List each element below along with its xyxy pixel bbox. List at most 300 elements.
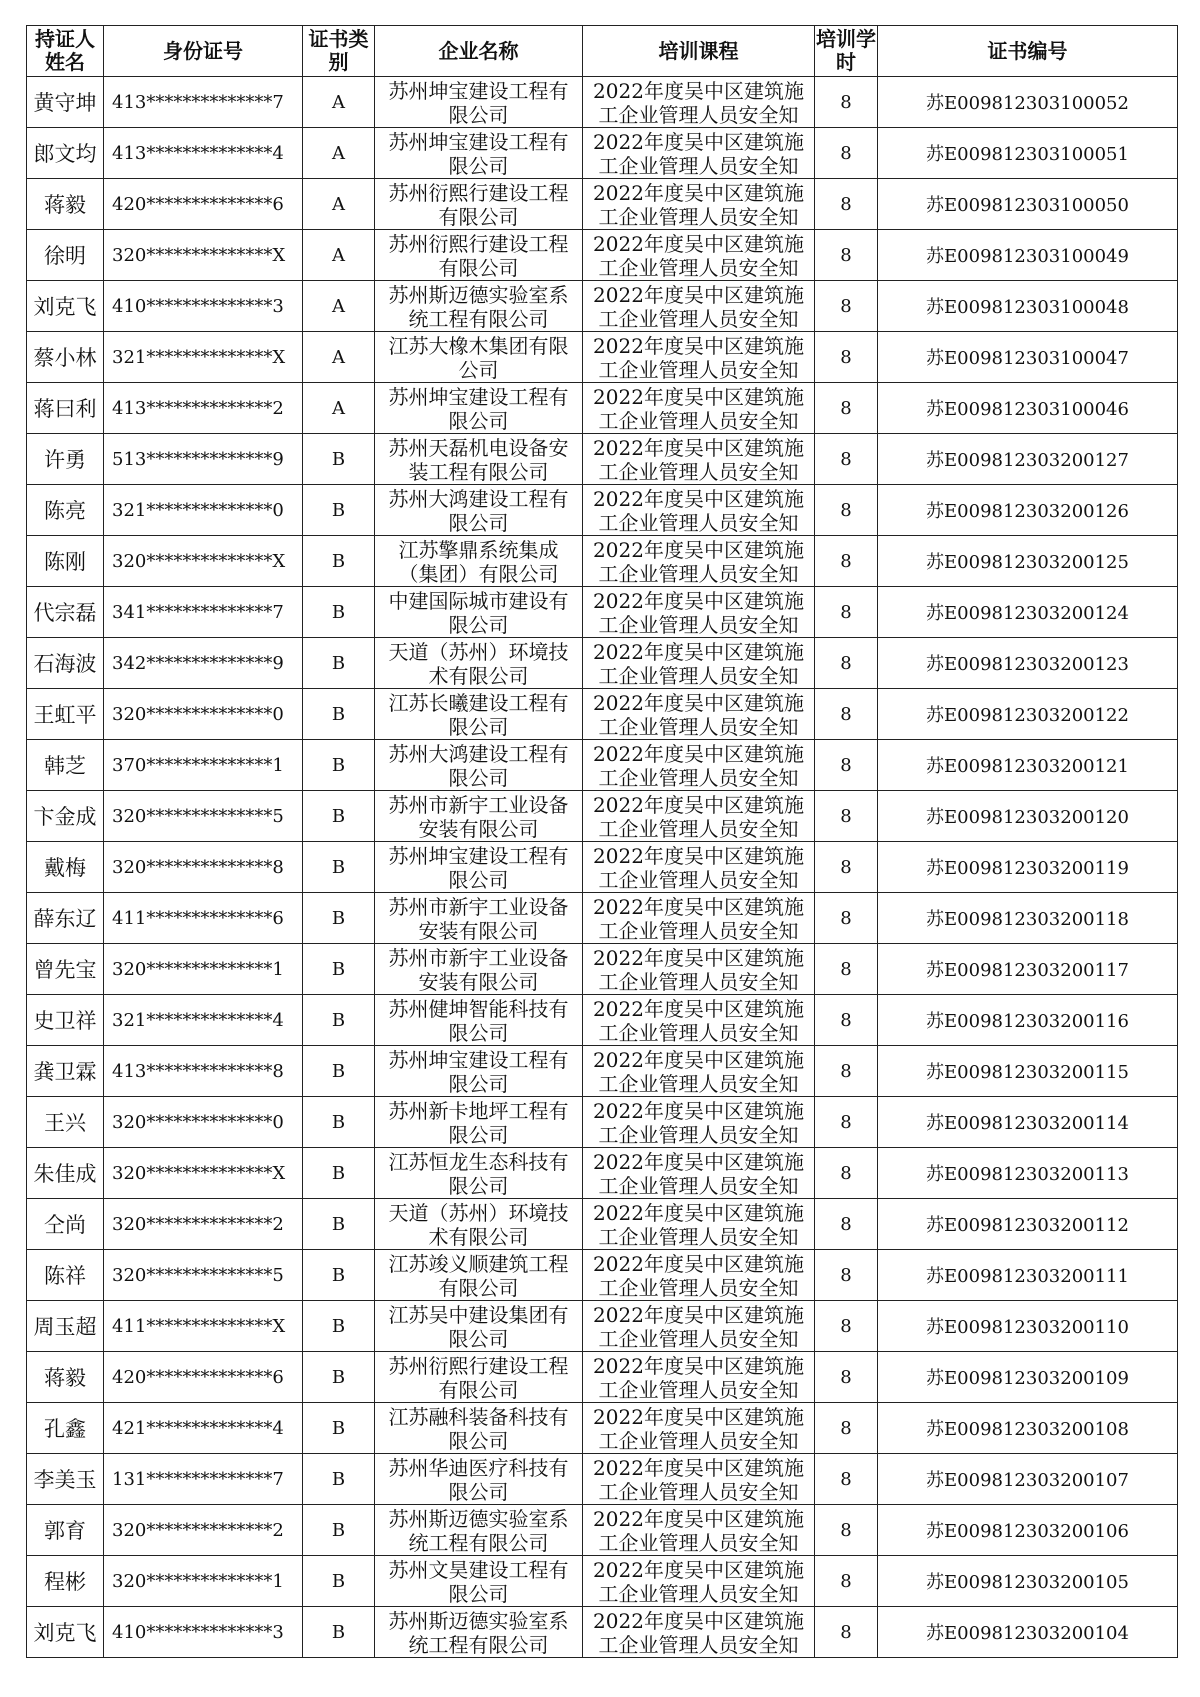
cell-cert-type: B <box>303 791 375 842</box>
cell-course <box>583 1403 815 1454</box>
cell-company <box>375 587 583 638</box>
cell-company-text: 江苏恒龙生态科技有限公司 <box>388 1150 569 1198</box>
cell-cert-number: 苏E009812303200122 <box>878 689 1178 740</box>
cell-name: 郭育 <box>27 1505 104 1556</box>
cell-course-text: 2022年度吴中区建筑施工企业管理人员安全知 <box>593 895 804 943</box>
table-row <box>27 1403 1178 1454</box>
cell-hours: 8 <box>815 944 878 995</box>
cell-cert-type: B <box>303 1403 375 1454</box>
table-row <box>27 1454 1178 1505</box>
cell-id-number: 320**************X <box>104 230 303 281</box>
cell-company-text: 苏州斯迈德实验室系统工程有限公司 <box>388 283 569 331</box>
cell-cert-type: B <box>303 893 375 944</box>
cell-hours: 8 <box>815 791 878 842</box>
cell-company <box>375 1148 583 1199</box>
cell-course <box>583 1607 815 1658</box>
cell-course-text: 2022年度吴中区建筑施工企业管理人员安全知 <box>593 1303 804 1351</box>
cell-course-text: 2022年度吴中区建筑施工企业管理人员安全知 <box>593 334 804 382</box>
cell-cert-number: 苏E009812303200110 <box>878 1301 1178 1352</box>
cell-hours: 8 <box>815 842 878 893</box>
cell-cert-type: B <box>303 1199 375 1250</box>
cell-course <box>583 1046 815 1097</box>
table-row <box>27 434 1178 485</box>
cell-course <box>583 944 815 995</box>
cell-company-text: 苏州衍熙行建设工程有限公司 <box>388 181 569 229</box>
cell-id-number: 513**************9 <box>104 434 303 485</box>
table-row <box>27 1505 1178 1556</box>
cell-id-number: 320**************1 <box>104 944 303 995</box>
cell-name: 龚卫霖 <box>27 1046 104 1097</box>
cell-company <box>375 536 583 587</box>
cell-course <box>583 1454 815 1505</box>
cell-name: 徐明 <box>27 230 104 281</box>
cell-name: 戴梅 <box>27 842 104 893</box>
cell-course <box>583 281 815 332</box>
cell-course-text: 2022年度吴中区建筑施工企业管理人员安全知 <box>593 79 804 127</box>
header-hours: 培训学时 <box>815 26 878 77</box>
cell-course-text: 2022年度吴中区建筑施工企业管理人员安全知 <box>593 538 804 586</box>
table-row <box>27 1301 1178 1352</box>
cell-course <box>583 1556 815 1607</box>
cell-name: 韩芝 <box>27 740 104 791</box>
cell-hours: 8 <box>815 587 878 638</box>
cell-course <box>583 434 815 485</box>
cell-course <box>583 893 815 944</box>
cell-course <box>583 791 815 842</box>
cell-company <box>375 179 583 230</box>
cell-company-text: 苏州坤宝建设工程有限公司 <box>388 844 569 892</box>
cell-cert-number: 苏E009812303200114 <box>878 1097 1178 1148</box>
cell-course-text: 2022年度吴中区建筑施工企业管理人员安全知 <box>593 1099 804 1147</box>
cell-course <box>583 1352 815 1403</box>
cell-course <box>583 179 815 230</box>
cell-company-text: 江苏大橡木集团有限公司 <box>388 334 569 382</box>
cell-cert-type: B <box>303 1352 375 1403</box>
cell-company-text: 苏州衍熙行建设工程有限公司 <box>388 1354 569 1402</box>
cell-id-number: 320**************1 <box>104 1556 303 1607</box>
cell-cert-number: 苏E009812303200111 <box>878 1250 1178 1301</box>
cell-name: 陈亮 <box>27 485 104 536</box>
cell-hours: 8 <box>815 995 878 1046</box>
header-course: 培训课程 <box>583 26 815 77</box>
cell-company-text: 苏州市新宇工业设备安装有限公司 <box>388 946 569 994</box>
cell-course-text: 2022年度吴中区建筑施工企业管理人员安全知 <box>593 1252 804 1300</box>
cell-hours: 8 <box>815 1607 878 1658</box>
cell-hours: 8 <box>815 332 878 383</box>
cell-hours: 8 <box>815 281 878 332</box>
cell-cert-number: 苏E009812303200115 <box>878 1046 1178 1097</box>
cell-cert-number: 苏E009812303200118 <box>878 893 1178 944</box>
cell-course <box>583 842 815 893</box>
cell-company-text: 苏州健坤智能科技有限公司 <box>388 997 569 1045</box>
cell-company-text: 苏州坤宝建设工程有限公司 <box>388 79 569 127</box>
cell-company <box>375 332 583 383</box>
cell-id-number: 410**************3 <box>104 281 303 332</box>
cell-company-text: 苏州大鸿建设工程有限公司 <box>388 742 569 790</box>
cell-company-text: 江苏吴中建设集团有限公司 <box>388 1303 569 1351</box>
cell-id-number: 420**************6 <box>104 1352 303 1403</box>
cell-company <box>375 485 583 536</box>
cell-company <box>375 1403 583 1454</box>
cell-name: 王兴 <box>27 1097 104 1148</box>
cell-name: 卞金成 <box>27 791 104 842</box>
cell-id-number: 320**************X <box>104 536 303 587</box>
cell-cert-type: A <box>303 230 375 281</box>
cell-cert-number: 苏E009812303100050 <box>878 179 1178 230</box>
cell-hours: 8 <box>815 1505 878 1556</box>
cell-cert-type: B <box>303 536 375 587</box>
cell-course-text: 2022年度吴中区建筑施工企业管理人员安全知 <box>593 1609 804 1657</box>
cell-company <box>375 740 583 791</box>
cell-hours: 8 <box>815 1097 878 1148</box>
cell-company <box>375 638 583 689</box>
header-cert-number: 证书编号 <box>878 26 1178 77</box>
table-header <box>27 26 1178 77</box>
table-row <box>27 230 1178 281</box>
table-row <box>27 944 1178 995</box>
cell-cert-number: 苏E009812303200123 <box>878 638 1178 689</box>
header-cert-type: 证书类别 <box>303 26 375 77</box>
cell-course-text: 2022年度吴中区建筑施工企业管理人员安全知 <box>593 691 804 739</box>
cell-course <box>583 485 815 536</box>
cell-company-text: 天道（苏州）环境技术有限公司 <box>388 1201 569 1249</box>
cell-company-text: 苏州文昊建设工程有限公司 <box>388 1558 569 1606</box>
cell-company-text: 天道（苏州）环境技术有限公司 <box>388 640 569 688</box>
cell-id-number: 320**************5 <box>104 791 303 842</box>
cell-name: 陈刚 <box>27 536 104 587</box>
cell-cert-type: B <box>303 1505 375 1556</box>
cell-hours: 8 <box>815 77 878 128</box>
table-row <box>27 383 1178 434</box>
cell-name: 代宗磊 <box>27 587 104 638</box>
cell-company-text: 苏州坤宝建设工程有限公司 <box>388 385 569 433</box>
cell-company <box>375 1607 583 1658</box>
cell-company <box>375 893 583 944</box>
cell-company-text: 江苏长曦建设工程有限公司 <box>388 691 569 739</box>
cell-course <box>583 1199 815 1250</box>
cell-name: 仝尚 <box>27 1199 104 1250</box>
header-row <box>27 26 1178 77</box>
cell-name: 黄守坤 <box>27 77 104 128</box>
cell-cert-number: 苏E009812303200119 <box>878 842 1178 893</box>
cell-course-text: 2022年度吴中区建筑施工企业管理人员安全知 <box>593 1405 804 1453</box>
cell-cert-number: 苏E009812303200116 <box>878 995 1178 1046</box>
cell-cert-type: B <box>303 1097 375 1148</box>
cell-id-number: 320**************2 <box>104 1505 303 1556</box>
cell-course-text: 2022年度吴中区建筑施工企业管理人员安全知 <box>593 997 804 1045</box>
table-row <box>27 740 1178 791</box>
cell-name: 郎文均 <box>27 128 104 179</box>
cell-cert-type: B <box>303 434 375 485</box>
cell-course <box>583 587 815 638</box>
cell-course <box>583 740 815 791</box>
cell-course <box>583 332 815 383</box>
header-company: 企业名称 <box>375 26 583 77</box>
cell-cert-number: 苏E009812303200117 <box>878 944 1178 995</box>
cell-hours: 8 <box>815 1403 878 1454</box>
cell-course <box>583 230 815 281</box>
cell-hours: 8 <box>815 1199 878 1250</box>
cell-company <box>375 1250 583 1301</box>
cell-id-number: 413**************4 <box>104 128 303 179</box>
cell-hours: 8 <box>815 230 878 281</box>
cell-cert-type: B <box>303 1556 375 1607</box>
cell-course-text: 2022年度吴中区建筑施工企业管理人员安全知 <box>593 181 804 229</box>
cell-company <box>375 1352 583 1403</box>
cell-company-text: 苏州大鸿建设工程有限公司 <box>388 487 569 535</box>
cell-course-text: 2022年度吴中区建筑施工企业管理人员安全知 <box>593 589 804 637</box>
cell-name: 李美玉 <box>27 1454 104 1505</box>
cell-cert-number: 苏E009812303200127 <box>878 434 1178 485</box>
table-row <box>27 485 1178 536</box>
cell-cert-number: 苏E009812303200112 <box>878 1199 1178 1250</box>
cell-hours: 8 <box>815 1046 878 1097</box>
cell-course <box>583 1148 815 1199</box>
table-row <box>27 842 1178 893</box>
certificate-roster-table <box>26 25 1178 1658</box>
cell-company <box>375 1556 583 1607</box>
cell-id-number: 321**************X <box>104 332 303 383</box>
table-row <box>27 1097 1178 1148</box>
cell-cert-type: B <box>303 740 375 791</box>
cell-id-number: 413**************2 <box>104 383 303 434</box>
cell-company-text: 苏州市新宇工业设备安装有限公司 <box>388 895 569 943</box>
cell-id-number: 320**************0 <box>104 689 303 740</box>
cell-course <box>583 77 815 128</box>
cell-id-number: 421**************4 <box>104 1403 303 1454</box>
cell-id-number: 411**************X <box>104 1301 303 1352</box>
cell-hours: 8 <box>815 689 878 740</box>
cell-cert-number: 苏E009812303100051 <box>878 128 1178 179</box>
cell-name: 孔鑫 <box>27 1403 104 1454</box>
cell-cert-type: B <box>303 1301 375 1352</box>
cell-company <box>375 944 583 995</box>
cell-course <box>583 1250 815 1301</box>
cell-cert-type: B <box>303 1250 375 1301</box>
cell-cert-type: B <box>303 587 375 638</box>
header-id-number: 身份证号 <box>104 26 303 77</box>
table-row <box>27 128 1178 179</box>
cell-cert-number: 苏E009812303200121 <box>878 740 1178 791</box>
cell-course-text: 2022年度吴中区建筑施工企业管理人员安全知 <box>593 844 804 892</box>
cell-company-text: 江苏擎鼎系统集成（集团）有限公司 <box>398 538 559 586</box>
cell-id-number: 320**************0 <box>104 1097 303 1148</box>
table-row <box>27 281 1178 332</box>
cell-hours: 8 <box>815 638 878 689</box>
cell-course-text: 2022年度吴中区建筑施工企业管理人员安全知 <box>593 1507 804 1555</box>
cell-company <box>375 1097 583 1148</box>
cell-name: 陈祥 <box>27 1250 104 1301</box>
table-row <box>27 1046 1178 1097</box>
cell-id-number: 320**************2 <box>104 1199 303 1250</box>
cell-cert-type: B <box>303 485 375 536</box>
cell-name: 史卫祥 <box>27 995 104 1046</box>
cell-company <box>375 1505 583 1556</box>
cell-company <box>375 434 583 485</box>
cell-company <box>375 77 583 128</box>
cell-id-number: 420**************6 <box>104 179 303 230</box>
table-row <box>27 1199 1178 1250</box>
cell-hours: 8 <box>815 1352 878 1403</box>
cell-company-text: 苏州新卡地坪工程有限公司 <box>388 1099 569 1147</box>
cell-company-text: 江苏融科装备科技有限公司 <box>388 1405 569 1453</box>
cell-course <box>583 1505 815 1556</box>
cell-course-text: 2022年度吴中区建筑施工企业管理人员安全知 <box>593 1150 804 1198</box>
cell-course <box>583 536 815 587</box>
cell-course <box>583 638 815 689</box>
table-row <box>27 1607 1178 1658</box>
cell-id-number: 320**************X <box>104 1148 303 1199</box>
cell-course-text: 2022年度吴中区建筑施工企业管理人员安全知 <box>593 1456 804 1504</box>
cell-company <box>375 689 583 740</box>
cell-company <box>375 128 583 179</box>
cell-hours: 8 <box>815 383 878 434</box>
cell-company <box>375 1199 583 1250</box>
cell-id-number: 320**************8 <box>104 842 303 893</box>
cell-name: 刘克飞 <box>27 281 104 332</box>
cell-cert-number: 苏E009812303100048 <box>878 281 1178 332</box>
cell-company <box>375 1454 583 1505</box>
cell-cert-number: 苏E009812303100046 <box>878 383 1178 434</box>
cell-cert-number: 苏E009812303100052 <box>878 77 1178 128</box>
cell-id-number: 320**************5 <box>104 1250 303 1301</box>
cell-company-text: 苏州衍熙行建设工程有限公司 <box>388 232 569 280</box>
cell-name: 许勇 <box>27 434 104 485</box>
table-row <box>27 638 1178 689</box>
cell-cert-type: B <box>303 689 375 740</box>
cell-cert-type: A <box>303 383 375 434</box>
table-body <box>27 77 1178 1658</box>
cell-company-text: 苏州华迪医疗科技有限公司 <box>388 1456 569 1504</box>
cell-cert-number: 苏E009812303200108 <box>878 1403 1178 1454</box>
table-row <box>27 893 1178 944</box>
cell-cert-type: B <box>303 638 375 689</box>
cell-company <box>375 842 583 893</box>
table-row <box>27 1556 1178 1607</box>
cell-course-text: 2022年度吴中区建筑施工企业管理人员安全知 <box>593 487 804 535</box>
cell-cert-type: B <box>303 995 375 1046</box>
cell-course-text: 2022年度吴中区建筑施工企业管理人员安全知 <box>593 283 804 331</box>
table-row <box>27 332 1178 383</box>
cell-course-text: 2022年度吴中区建筑施工企业管理人员安全知 <box>593 1201 804 1249</box>
cell-id-number: 342**************9 <box>104 638 303 689</box>
table-row <box>27 587 1178 638</box>
table-row <box>27 791 1178 842</box>
cell-hours: 8 <box>815 740 878 791</box>
cell-hours: 8 <box>815 1454 878 1505</box>
cell-cert-number: 苏E009812303200109 <box>878 1352 1178 1403</box>
cell-company <box>375 1301 583 1352</box>
cell-company-text: 中建国际城市建设有限公司 <box>388 589 569 637</box>
cell-course-text: 2022年度吴中区建筑施工企业管理人员安全知 <box>593 385 804 433</box>
cell-name: 石海波 <box>27 638 104 689</box>
cell-course-text: 2022年度吴中区建筑施工企业管理人员安全知 <box>593 130 804 178</box>
cell-course-text: 2022年度吴中区建筑施工企业管理人员安全知 <box>593 946 804 994</box>
cell-company <box>375 791 583 842</box>
cell-company-text: 苏州坤宝建设工程有限公司 <box>388 130 569 178</box>
cell-name: 周玉超 <box>27 1301 104 1352</box>
cell-course-text: 2022年度吴中区建筑施工企业管理人员安全知 <box>593 232 804 280</box>
cell-cert-number: 苏E009812303200126 <box>878 485 1178 536</box>
cell-cert-type: A <box>303 77 375 128</box>
table-row <box>27 1352 1178 1403</box>
table-row <box>27 689 1178 740</box>
cell-course-text: 2022年度吴中区建筑施工企业管理人员安全知 <box>593 1558 804 1606</box>
cell-cert-number: 苏E009812303200106 <box>878 1505 1178 1556</box>
cell-cert-number: 苏E009812303100049 <box>878 230 1178 281</box>
cell-hours: 8 <box>815 434 878 485</box>
cell-name: 蒋毅 <box>27 1352 104 1403</box>
cell-company-text: 苏州坤宝建设工程有限公司 <box>388 1048 569 1096</box>
cell-course-text: 2022年度吴中区建筑施工企业管理人员安全知 <box>593 742 804 790</box>
cell-company-text: 江苏竣义顺建筑工程有限公司 <box>388 1252 569 1300</box>
cell-cert-type: A <box>303 128 375 179</box>
cell-id-number: 321**************4 <box>104 995 303 1046</box>
cell-company <box>375 1046 583 1097</box>
cell-cert-number: 苏E009812303200104 <box>878 1607 1178 1658</box>
cell-id-number: 131**************7 <box>104 1454 303 1505</box>
cell-hours: 8 <box>815 128 878 179</box>
table-row <box>27 179 1178 230</box>
cell-course <box>583 383 815 434</box>
cell-name: 王虹平 <box>27 689 104 740</box>
cell-company-text: 苏州斯迈德实验室系统工程有限公司 <box>388 1507 569 1555</box>
cell-course <box>583 995 815 1046</box>
cell-course-text: 2022年度吴中区建筑施工企业管理人员安全知 <box>593 793 804 841</box>
cell-cert-number: 苏E009812303200124 <box>878 587 1178 638</box>
cell-hours: 8 <box>815 1556 878 1607</box>
cell-course <box>583 128 815 179</box>
cell-cert-number: 苏E009812303200107 <box>878 1454 1178 1505</box>
cell-cert-number: 苏E009812303100047 <box>878 332 1178 383</box>
cell-cert-number: 苏E009812303200113 <box>878 1148 1178 1199</box>
cell-cert-type: A <box>303 281 375 332</box>
cell-company-text: 苏州斯迈德实验室系统工程有限公司 <box>388 1609 569 1657</box>
cell-company <box>375 281 583 332</box>
table-row <box>27 77 1178 128</box>
cell-id-number: 413**************8 <box>104 1046 303 1097</box>
cell-company <box>375 230 583 281</box>
cell-id-number: 370**************1 <box>104 740 303 791</box>
cell-cert-type: B <box>303 1148 375 1199</box>
cell-cert-type: B <box>303 1046 375 1097</box>
table-row <box>27 1148 1178 1199</box>
cell-cert-number: 苏E009812303200120 <box>878 791 1178 842</box>
cell-course <box>583 689 815 740</box>
cell-name: 程彬 <box>27 1556 104 1607</box>
cell-name: 薛东辽 <box>27 893 104 944</box>
cell-name: 蒋毅 <box>27 179 104 230</box>
cell-id-number: 411**************6 <box>104 893 303 944</box>
cell-name: 蔡小林 <box>27 332 104 383</box>
cell-cert-type: B <box>303 1454 375 1505</box>
cell-hours: 8 <box>815 536 878 587</box>
cell-id-number: 321**************0 <box>104 485 303 536</box>
cell-company-text: 苏州市新宇工业设备安装有限公司 <box>388 793 569 841</box>
cell-name: 曾先宝 <box>27 944 104 995</box>
cell-course-text: 2022年度吴中区建筑施工企业管理人员安全知 <box>593 436 804 484</box>
cell-course <box>583 1097 815 1148</box>
table-row <box>27 1250 1178 1301</box>
cell-cert-type: A <box>303 179 375 230</box>
header-name: 持证人姓名 <box>27 26 104 77</box>
cell-course-text: 2022年度吴中区建筑施工企业管理人员安全知 <box>593 1048 804 1096</box>
cell-hours: 8 <box>815 893 878 944</box>
cell-cert-type: A <box>303 332 375 383</box>
cell-cert-number: 苏E009812303200125 <box>878 536 1178 587</box>
cell-company-text: 苏州天磊机电设备安装工程有限公司 <box>388 436 569 484</box>
cell-cert-type: B <box>303 842 375 893</box>
